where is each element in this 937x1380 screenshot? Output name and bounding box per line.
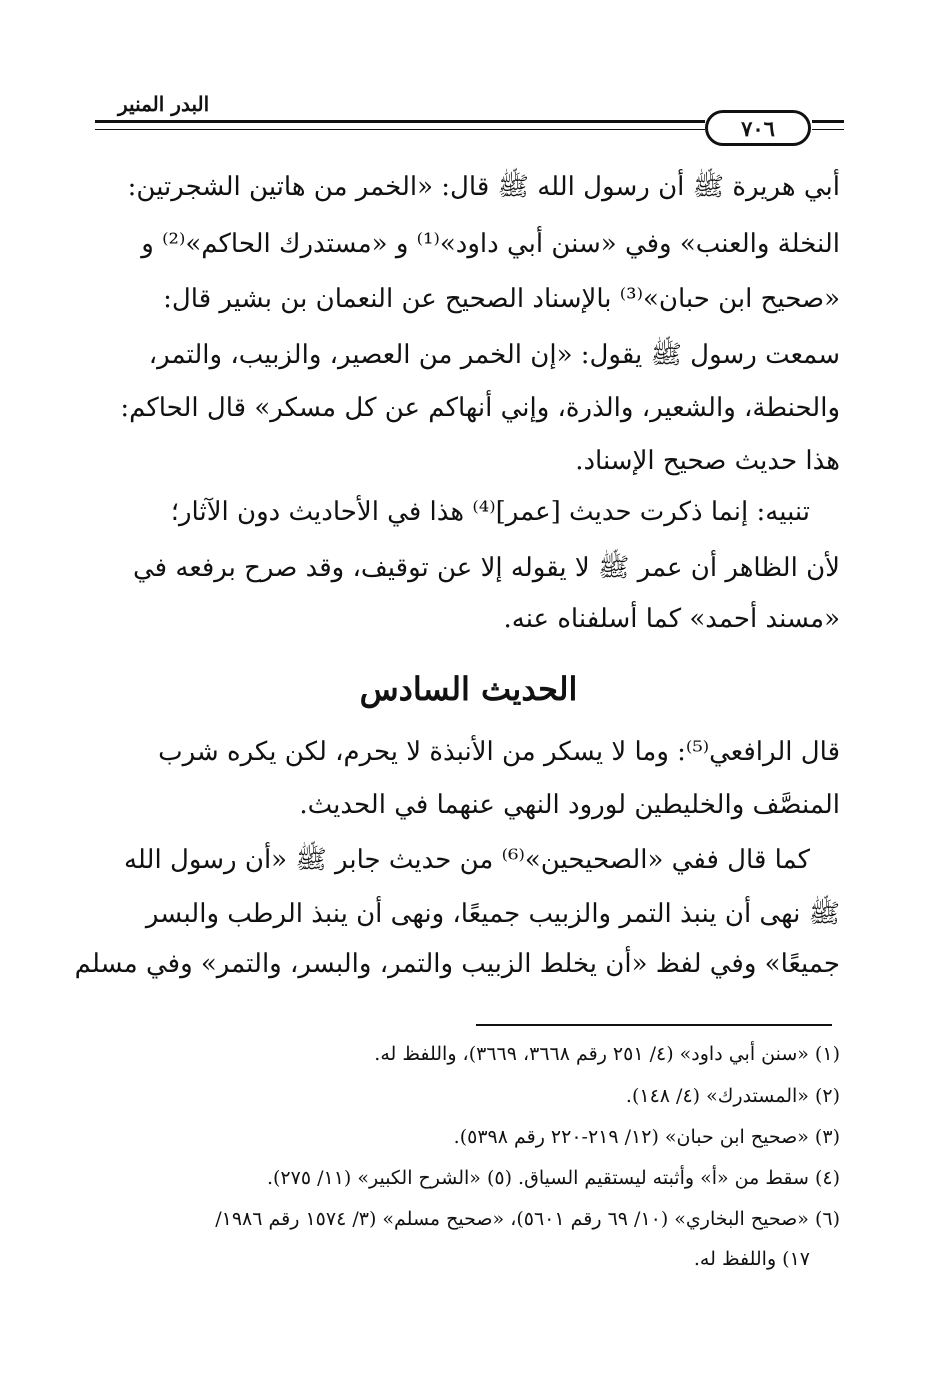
body-line: النخلة والعنب» وفي «سنن أبي داود»⁽¹⁾ و «مستدرك الحاكم»⁽²⁾ و (141, 229, 840, 259)
footnote-rule (476, 1024, 832, 1026)
section-line: جميعًا» وفي لفظ «أن يخلط الزبيب والتمر، والبسر، والتمر» وفي مسلم (74, 949, 840, 979)
footnote: (١) «سنن أبي داود» (٤/ ٢٥١ رقم ٣٦٦٨، ٣٦٦٩)، واللفظ له. (374, 1043, 840, 1065)
header-rule (95, 120, 705, 130)
body-line: «صحيح ابن حبان»⁽³⁾ بالإسناد الصحيح عن النعمان بن بشير قال: (163, 284, 840, 314)
body-line: «مسند أحمد» كما أسلفناه عنه. (503, 604, 840, 634)
running-title: البدر المنير (118, 92, 210, 116)
footnote: (٦) «صحيح البخاري» (١٠/ ٦٩ رقم ٥٦٠١)، «صحيح مسلم» (٣/ ١٥٧٤ رقم ١٩٨٦/ (215, 1208, 840, 1230)
body-line: والحنطة، والشعير، والذرة، وإني أنهاكم عن كل مسكر» قال الحاكم: (120, 393, 840, 423)
body-line: سمعت رسول ﷺ يقول: «إن الخمر من العصير، والزبيب، والتمر، (148, 340, 840, 370)
header-rule-right (812, 120, 844, 130)
section-heading: الحديث السادس (359, 670, 578, 708)
section-line: ﷺ نهى أن ينبذ التمر والزبيب جميعًا، ونهى أن ينبذ الرطب والبسر (145, 899, 840, 929)
section-line: المنصَّف والخليطين لورود النهي عنهما في الحديث. (299, 790, 840, 820)
note-line: تنبيه: إنما ذكرت حديث [عمر]⁽⁴⁾ هذا في الأحاديث دون الآثار؛ (170, 497, 810, 527)
section-line: قال الرافعي⁽⁵⁾: وما لا يسكر من الأنبذة لا يحرم، لكن يكره شرب (158, 737, 840, 767)
body-line: هذا حديث صحيح الإسناد. (575, 446, 840, 476)
body-line: أبي هريرة ﷺ أن رسول الله ﷺ قال: «الخمر من هاتين الشجرتين: (127, 172, 840, 202)
page-number: ٧٠٦ (705, 110, 811, 146)
footnote: ١٧) واللفظ له. (693, 1248, 810, 1270)
footnote: (٤) سقط من «أ» وأثبته ليستقيم السياق. (٥) «الشرح الكبير» (١١/ ٢٧٥). (266, 1167, 840, 1189)
body-line: لأن الظاهر أن عمر ﷺ لا يقوله إلا عن توقيف، وقد صرح برفعه في (133, 553, 840, 583)
footnote: (٢) «المستدرك» (٤/ ١٤٨). (625, 1085, 840, 1107)
footnote: (٣) «صحيح ابن حبان» (١٢/ ٢١٩-٢٢٠ رقم ٥٣٩٨). (453, 1126, 840, 1148)
section-line: كما قال ففي «الصحيحين»⁽⁶⁾ من حديث جابر ﷺ «أن رسول الله (123, 845, 810, 875)
